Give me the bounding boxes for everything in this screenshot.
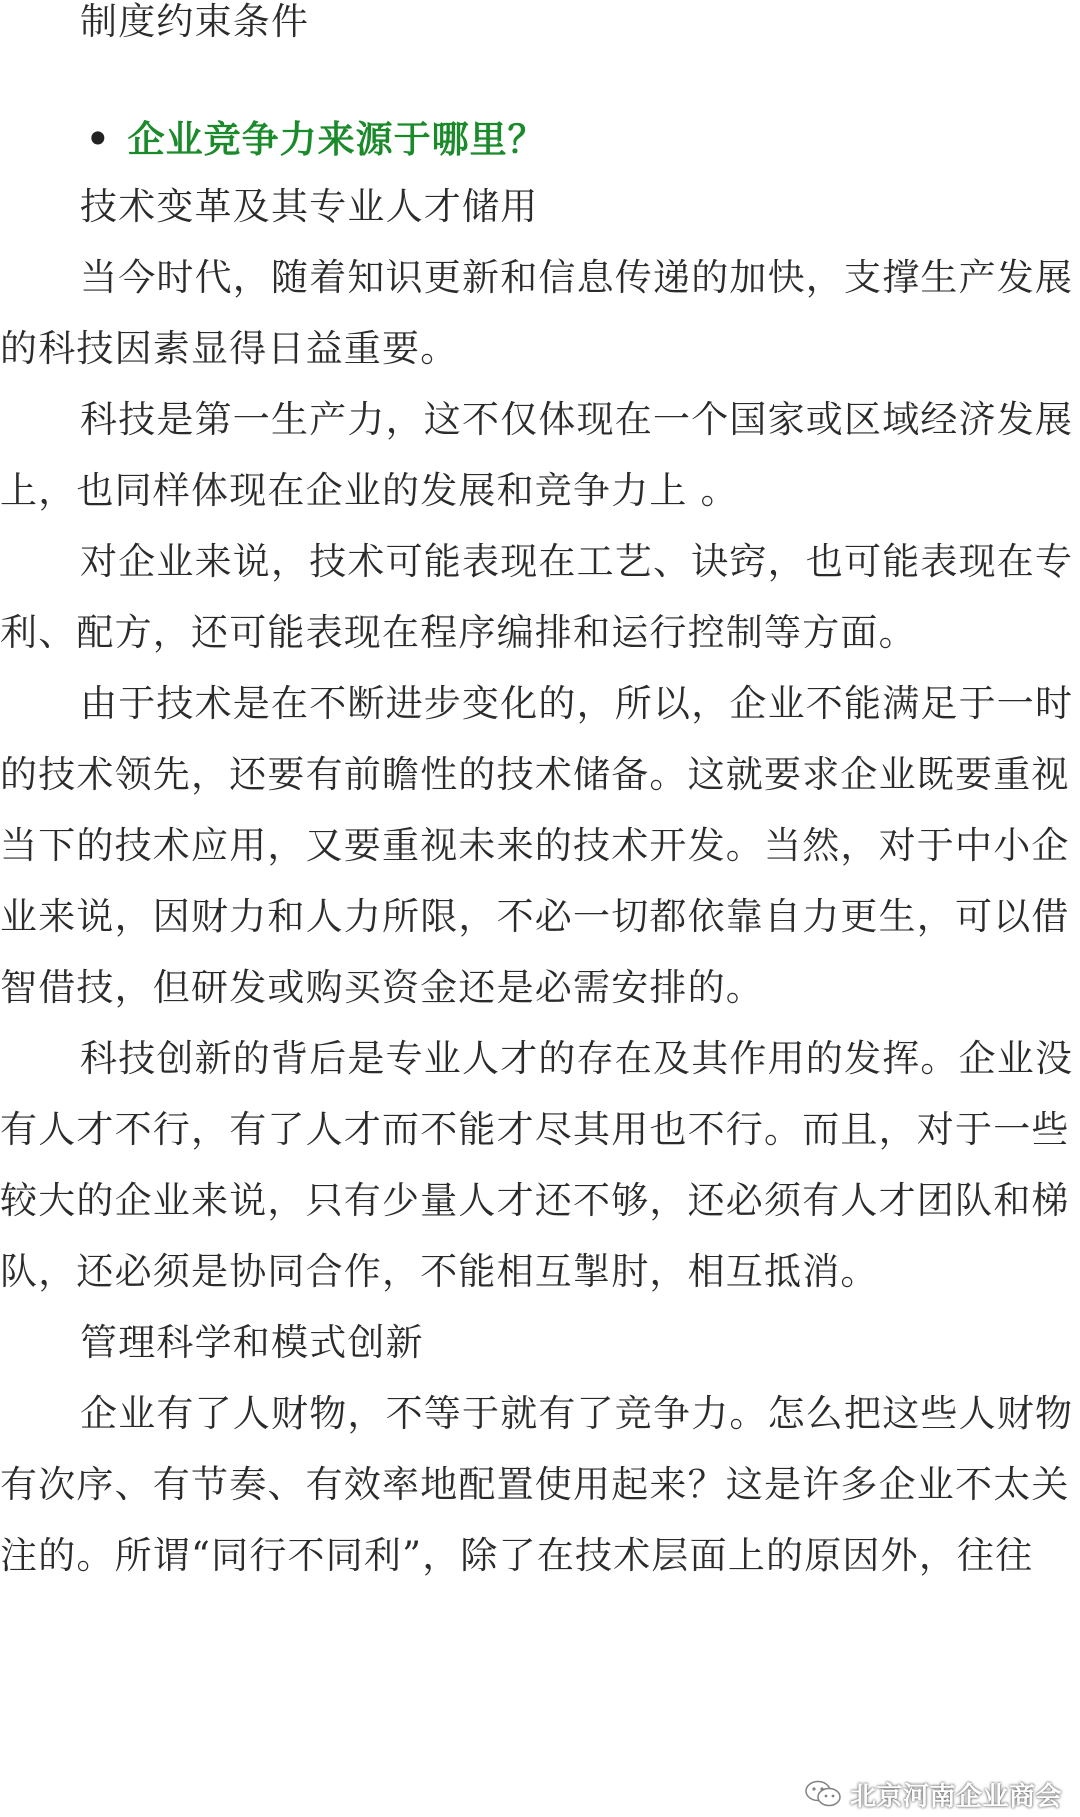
- wechat-icon: [804, 1779, 842, 1809]
- paragraph-line: 企业有了人财物，不等于就有了竞争力。怎么把这些人财物: [80, 1392, 1074, 1435]
- paragraph-line: 由于技术是在不断进步变化的，所以，企业不能满足于一时: [80, 682, 1074, 725]
- paragraph-line: 队，还必须是协同合作，不能相互掣肘，相互抵消。: [0, 1250, 879, 1293]
- watermark-text: 北京河南企业商会: [849, 1781, 1062, 1812]
- paragraph-line: 有人才不行，有了人才而不能才尽其用也不行。而且，对于一些: [0, 1108, 1070, 1151]
- paragraph-line: 较大的企业来说，只有少量人才还不够，还必须有人才团队和梯: [0, 1179, 1070, 1222]
- watermark: [804, 1774, 1062, 1814]
- paragraph-line: 智借技，但研发或购买资金还是必需安排的。: [0, 966, 764, 1009]
- paragraph-line: 对企业来说，技术可能表现在工艺、诀窍，也可能表现在专: [80, 540, 1074, 583]
- section-heading: [0, 117, 1080, 162]
- paragraph-line: 的科技因素显得日益重要。: [0, 327, 459, 370]
- paragraph-line: 当今时代，随着知识更新和信息传递的加快，支撑生产发展: [80, 256, 1074, 299]
- paragraph-line: 上，也同样体现在企业的发展和竞争力上 。: [0, 469, 739, 512]
- paragraph-line: 有次序、有节奏、有效率地配置使用起来？这是许多企业不太关: [0, 1463, 1070, 1506]
- paragraph-line: 科技是第一生产力，这不仅体现在一个国家或区域经济发展: [80, 398, 1074, 441]
- paragraph-line: 制度约束条件: [80, 0, 310, 43]
- section-heading-text: 企业竞争力来源于哪里？: [127, 117, 546, 161]
- paragraph-line: 当下的技术应用，又要重视未来的技术开发。当然，对于中小企: [0, 824, 1070, 867]
- paragraph-line: 利、配方，还可能表现在程序编排和运行控制等方面。: [0, 611, 917, 654]
- subheading-line: 管理科学和模式创新: [80, 1321, 424, 1364]
- paragraph-line: 科技创新的背后是专业人才的存在及其作用的发挥。企业没: [80, 1037, 1074, 1080]
- paragraph-line: 的技术领先，还要有前瞻性的技术储备。这就要求企业既要重视: [0, 753, 1070, 796]
- subheading-line: 技术变革及其专业人才储用: [80, 185, 539, 228]
- paragraph-line: 业来说，因财力和人力所限，不必一切都依靠自力更生，可以借: [0, 895, 1070, 938]
- bullet-icon: •: [86, 117, 110, 161]
- paragraph-line: 注的。所谓“同行不同利”，除了在技术层面上的原因外，往往: [0, 1534, 1034, 1577]
